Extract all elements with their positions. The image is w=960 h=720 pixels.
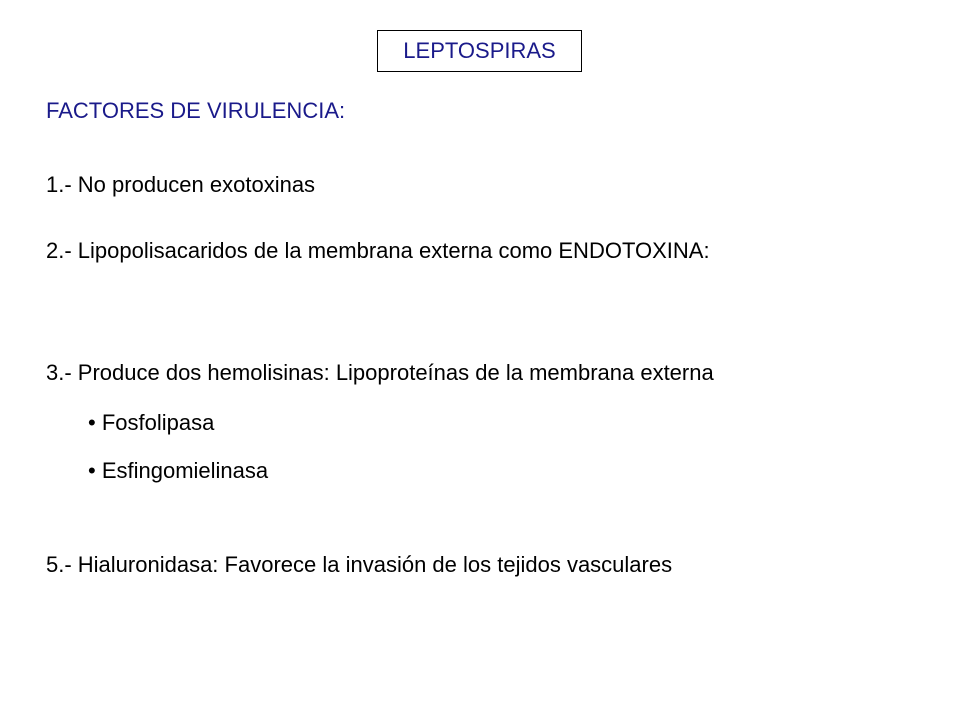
slide-title — [377, 30, 582, 72]
list-item-1: 1.- No producen exotoxinas — [46, 172, 316, 197]
bullet-fosfolipasa: • Fosfolipasa — [88, 410, 215, 435]
list-item-5: 5.- Hialuronidasa: Favorece la invasión de los tejidos vasculares — [46, 552, 673, 577]
list-item-3: 3.- Produce dos hemolisinas: Lipoproteínas de la membrana externa — [46, 360, 714, 385]
list-item-2: 2.- Lipopolisacaridos de la membrana externa como ENDOTOXINA: — [46, 238, 710, 263]
bullet-esfingomielinasa: • Esfingomielinasa — [88, 458, 269, 483]
slide-title-text: LEPTOSPIRAS — [403, 38, 556, 63]
section-heading: FACTORES DE VIRULENCIA: — [46, 98, 346, 123]
